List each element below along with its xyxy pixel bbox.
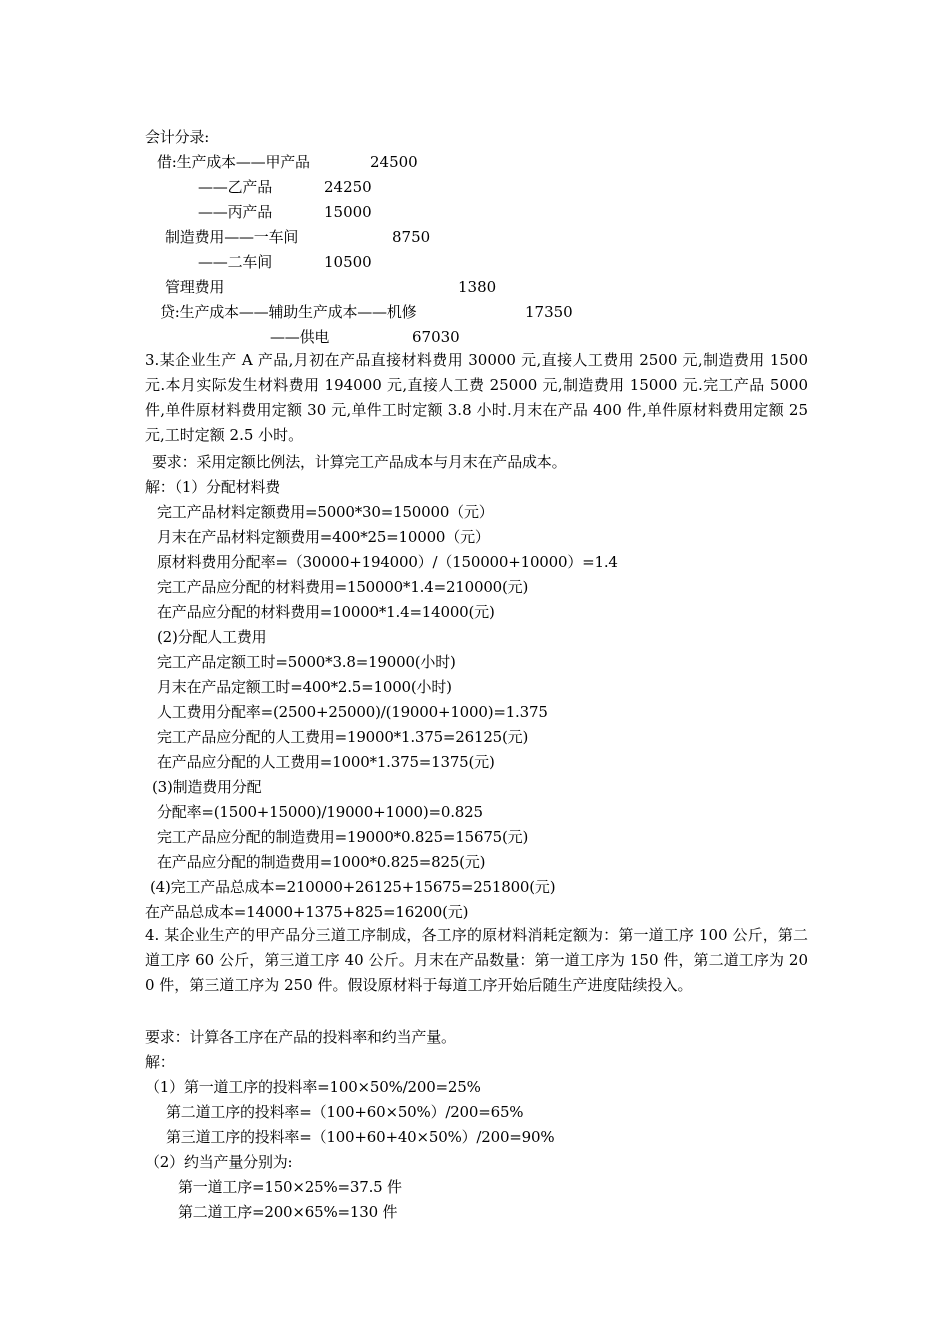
entry-debit-label: 借:生产成本——甲产品: [157, 153, 310, 171]
q4-solution-line: 第三道工序的投料率=（100+60+40×50%）/200=90%: [166, 1128, 555, 1146]
q4-solution-line: 第二道工序的投料率=（100+60×50%）/200=65%: [166, 1103, 524, 1121]
q4-solution-line: 第一道工序=150×25%=37.5 件: [178, 1178, 402, 1196]
entry-debit-amount: 1380: [458, 278, 497, 296]
q3-solution-subheading: (2)分配人工费用: [157, 628, 267, 646]
entry-debit-amount: 24500: [370, 153, 418, 171]
entry-debit-label: ——丙产品: [198, 203, 273, 221]
entry-credit-label: ——供电: [270, 328, 330, 346]
q4-problem-text: 4. 某企业生产的甲产品分三道工序制成，各工序的原材料消耗定额为：第一道工序 100 公斤，第二道工序 60 公斤，第三道工序 40 公斤。月末在产品数量：第一道工序为 150 件，第二道工序为 200 件，第三道工序为 250 件。假设原材料于每道工序开始后随生产进度陆续投入。: [145, 926, 808, 994]
q3-solution-line: 完工产品应分配的材料费用=150000*1.4=210000(元): [157, 578, 529, 596]
q3-requirement: 要求：采用定额比例法，计算完工产品成本与月末在产品成本。: [152, 453, 567, 471]
q3-solution-line: 完工产品应分配的制造费用=19000*0.825=15675(元): [157, 828, 529, 846]
q3-solution-line: 完工产品定额工时=5000*3.8=19000(小时): [157, 653, 456, 671]
entry-debit-label: 管理费用: [165, 278, 225, 296]
q3-solution-line: 月末在产品定额工时=400*2.5=1000(小时): [157, 678, 452, 696]
q3-solution-line: 完工产品材料定额费用=5000*30=150000（元）: [157, 503, 494, 521]
q3-solution-line: 原材料费用分配率=（30000+194000）/（150000+10000）=1.4: [157, 553, 618, 571]
q3-solution-line: 人工费用分配率=(2500+25000)/(19000+1000)=1.375: [157, 703, 548, 721]
q3-solution-line: 在产品应分配的人工费用=1000*1.375=1375(元): [157, 753, 495, 771]
entry-debit-amount: 10500: [324, 253, 372, 271]
entry-title: 会计分录:: [145, 128, 210, 146]
entry-debit-label: 制造费用——一车间: [165, 228, 299, 246]
q4-solution-line: 第二道工序=200×65%=130 件: [178, 1203, 398, 1221]
q3-solution-heading: 解：（1）分配材料费: [145, 478, 281, 496]
q3-solution-line: 在产品应分配的材料费用=10000*1.4=14000(元): [157, 603, 495, 621]
entry-credit-amount: 67030: [412, 328, 460, 346]
q3-solution-line: 完工产品应分配的人工费用=19000*1.375=26125(元): [157, 728, 529, 746]
entry-credit-amount: 17350: [525, 303, 573, 321]
q3-solution-line: 在产品总成本=14000+1375+825=16200(元): [145, 903, 469, 921]
q3-problem-text: 3.某企业生产 A 产品,月初在产品直接材料费用 30000 元,直接人工费用 2500 元,制造费用 1500 元.本月实际发生材料费用 194000 元,直接人工费 25000 元,制造费用 15000 元.完工产品 5000 件,单件原材料费用定额 30 元,单件工时定额 3.8 小时.月末在产品 400 件,单件原材料费用定额 25 元,工时定额 2.5 小时。: [145, 351, 808, 444]
entry-debit-amount: 24250: [324, 178, 372, 196]
q4-solution-subheading: （2）约当产量分别为:: [145, 1153, 293, 1171]
q4-solution-line: （1）第一道工序的投料率=100×50%/200=25%: [145, 1078, 481, 1096]
q4-requirement: 要求：计算各工序在产品的投料率和约当产量。: [145, 1028, 456, 1046]
q3-solution-line: 分配率=(1500+15000)/19000+1000)=0.825: [157, 803, 483, 821]
q4-solution-heading: 解：: [145, 1053, 175, 1071]
q3-solution-line: 在产品应分配的制造费用=1000*0.825=825(元): [157, 853, 486, 871]
entry-credit-label: 贷:生产成本——辅助生产成本——机修: [160, 303, 417, 321]
q3-solution-line: 月末在产品材料定额费用=400*25=10000（元）: [157, 528, 490, 546]
entry-debit-amount: 15000: [324, 203, 372, 221]
q3-solution-subheading: (3)制造费用分配: [152, 778, 262, 796]
q3-solution-subheading: (4)完工产品总成本=210000+26125+15675=251800(元): [150, 878, 556, 896]
entry-debit-label: ——二车间: [198, 253, 273, 271]
entry-debit-amount: 8750: [392, 228, 431, 246]
entry-debit-label: ——乙产品: [198, 178, 273, 196]
